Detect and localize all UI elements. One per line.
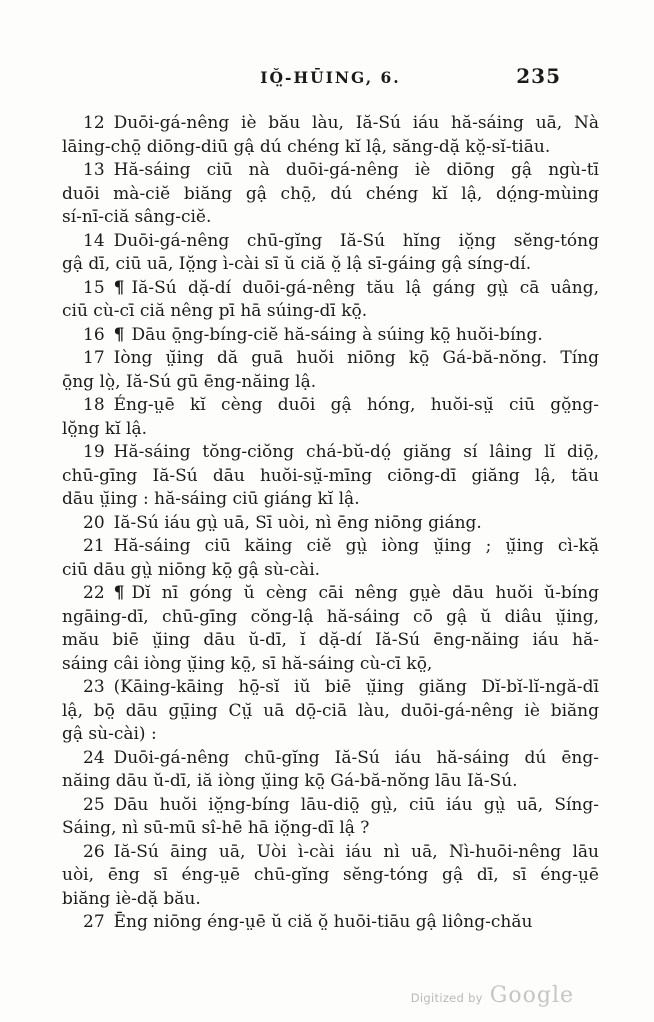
verse-text: Éng-ṳē kĭ cèng duōi gậ hóng, huŏi-sṳ̆ ciū gŏ̤ng-: [113, 395, 599, 415]
verse-paragraph: [62, 582, 599, 676]
text-line: lāing-chō̤ diōng-diū gậ dú chéng kĭ lậ, săng-dặ kŏ̤-sĭ-tiāu.: [62, 136, 551, 157]
text-line: [62, 230, 599, 254]
verse-text: (Kāing-kāing hō̤-sĭ iŭ biē ṳ̆ing giăng Dĭ-bĭ-lĭ-ngă-dī: [113, 677, 599, 697]
text-line: biăng iè-dặ bău.: [62, 888, 201, 909]
text-line: [62, 841, 599, 865]
text-line: ciū dāu gṳ̀ niōng kō̤ gậ sù-cài.: [62, 559, 321, 580]
verse-paragraph: [62, 535, 599, 582]
google-logo: Google: [489, 983, 574, 1008]
text-line: gậ sù-cài) :: [62, 724, 157, 744]
verse-number: 20: [83, 512, 105, 533]
text-line: [62, 394, 599, 418]
pilcrow-icon: ¶: [113, 583, 125, 603]
text-line: [62, 112, 599, 136]
verse-number: 27: [83, 912, 105, 932]
text-line: năing dāu ŭ-dī, iă iòng ṳ̆ing kō̤ Gá-bă-nŏng lāu Iă-Sú.: [62, 771, 518, 791]
verse-text: Iă-Sú āing uā, Uòi ì-cài iáu nì uā, Nì-huōi-nêng lāu: [113, 841, 599, 862]
verse-text: Dāu ō̤ng-bíng-ciĕ hă-sáing à súing kō̤ huŏi-bíng.: [131, 324, 543, 345]
text-line: [62, 676, 599, 700]
verse-number: 15: [83, 277, 105, 298]
text-line: sí-nī-ciă sâng-ciĕ.: [62, 207, 212, 227]
verse-paragraph: [62, 159, 599, 230]
text-column: [62, 64, 599, 935]
verse-number: 26: [83, 841, 105, 862]
text-line: [62, 277, 599, 301]
verse-text: Duōi-gá-nêng chū-gĭng Iă-Sú iáu hă-sáing dú ēng-: [113, 747, 599, 768]
verse-text: Hă-sáing ciū kăing ciĕ gṳ̀ iòng ṳ̆ing ; ṳ̆ing cì-kặ: [113, 536, 599, 556]
verse-number: 21: [83, 536, 105, 556]
verse-paragraph: [62, 512, 599, 536]
text-line: [62, 512, 599, 536]
verse-text: Iă-Sú dặ-dí duōi-gá-nêng tău lậ gáng gṳ̀ cā uâng,: [131, 277, 599, 298]
verse-paragraph: [62, 747, 599, 794]
verse-text: Iă-Sú iáu gṳ̀ uā, Sī uòi, nì ēng niōng giáng.: [113, 512, 482, 533]
running-title: IŎ̤-HŪING, 6.: [260, 68, 401, 87]
verse-paragraph: [62, 794, 599, 841]
verse-text: Duōi-gá-nêng iè bău làu, Iă-Sú iáu hă-sáing uā, Nà: [113, 113, 599, 133]
text-line: [62, 441, 599, 465]
text-line: [62, 324, 599, 348]
page-number: 235: [516, 64, 561, 88]
verse-number: 16: [83, 324, 105, 345]
verse-text: Duōi-gá-nêng chū-gĭng Iă-Sú hĭng iŏ̤ng sĕng-tóng: [113, 230, 599, 251]
page-header: [62, 64, 599, 92]
text-line: sáing câi iòng ṳ̆ing kō̤, sī hă-sáing cù-cī kō̤,: [62, 653, 433, 674]
verse-paragraph: [62, 441, 599, 512]
verse-paragraph: [62, 324, 599, 348]
verse-number: 14: [83, 230, 105, 251]
text-line: [62, 911, 599, 935]
text-line: Sáing, nì sū-mū sî-hē hā iŏ̤ng-dī lậ ?: [62, 818, 370, 838]
text-line: lậ, bō̤ dāu gṳ̄ing Cṳ̆ uā dō̤-ciā làu, duōi-gá-nêng iè biăng: [62, 700, 599, 721]
verse-paragraph: [62, 676, 599, 747]
verse-paragraph: [62, 230, 599, 277]
verse-number: 18: [83, 395, 105, 415]
text-line: ciū cù-cī ciă nêng pī hā súing-dī kō̤.: [62, 301, 368, 321]
watermark-prefix: Digitized by: [410, 991, 483, 1005]
text-line: mău biē ṳ̆ing dāu ŭ-dī, ĭ dặ-dí Iă-Sú ēng-năing iáu hă-: [62, 630, 599, 650]
text-line: ō̤ng lò̤, Iă-Sú gū ēng-năing lậ.: [62, 371, 317, 392]
verse-paragraph: [62, 841, 599, 912]
watermark: [411, 983, 574, 1008]
text-line: [62, 347, 599, 371]
text-line: [62, 159, 599, 183]
verse-paragraph: [62, 277, 599, 324]
verse-text: Iòng ṳ̆ing dă guā huŏi niōng kō̤ Gá-bă-nŏng. Tíng: [113, 348, 599, 368]
verse-number: 24: [83, 747, 105, 768]
text-line: gậ dī, ciū uā, Iŏ̤ng ì-cài sī ŭ ciă ŏ̤ lậ sī-gáing gậ síng-dí.: [62, 254, 532, 274]
verse-text: Ēng niōng éng-ṳē ŭ ciă ŏ̤ huōi-tiāu gậ liông-chău: [113, 912, 533, 932]
text-line: [62, 535, 599, 559]
verse-paragraph: [62, 112, 599, 159]
verse-number: 13: [83, 160, 105, 180]
verse-number: 12: [83, 113, 105, 133]
verse-paragraph: [62, 394, 599, 441]
text-line: uòi, ēng sī éng-ṳē chū-gĭng sĕng-tóng gậ dī, sī éng-ṳē: [62, 865, 599, 885]
verse-paragraph: [62, 347, 599, 394]
text-line: chū-gīng Iă-Sú dāu huŏi-sṳ̆-mīng ciōng-dī giăng lậ, tău: [62, 465, 599, 486]
verse-number: 17: [83, 348, 105, 368]
text-line: dāu ṳ̆ing : hă-sáing ciū giáng kĭ lậ.: [62, 489, 360, 509]
text-line: duōi mà-ciĕ biăng gậ chō̤, dú chéng kĭ lậ, dó̤ng-mùing: [62, 183, 599, 204]
verse-paragraph: [62, 911, 599, 935]
verse-number: 22: [83, 583, 105, 603]
text-line: [62, 582, 599, 606]
verse-text: Hă-sáing ciū nà duōi-gá-nêng iè diōng gậ ngù-tī: [113, 160, 599, 180]
verse-text: Dĭ nī góng ŭ cèng cāi nêng gṳè dāu huŏi ŭ-bíng: [131, 583, 599, 603]
text-line: ngāing-dī, chū-gīng cŏng-lậ hă-sáing cō gậ ŭ diâu ṳ̆ing,: [62, 606, 599, 627]
verse-text: Dāu huŏi iŏ̤ng-bíng lāu-diō̤ gṳ̀, ciū iáu gṳ̀ uā, Síng-: [113, 794, 599, 815]
text-line: [62, 747, 599, 771]
text-line: lŏ̤ng kĭ lậ.: [62, 418, 148, 439]
verse-number: 23: [83, 677, 105, 697]
text-block: [62, 112, 599, 935]
verse-number: 25: [83, 794, 105, 815]
text-line: [62, 794, 599, 818]
pilcrow-icon: ¶: [113, 277, 125, 298]
pilcrow-icon: ¶: [113, 324, 125, 345]
verse-text: Hă-sáing tŏng-ciŏng chá-bŭ-dó̤ giăng sí lâing lĭ diō̤,: [113, 442, 599, 462]
verse-number: 19: [83, 442, 105, 462]
